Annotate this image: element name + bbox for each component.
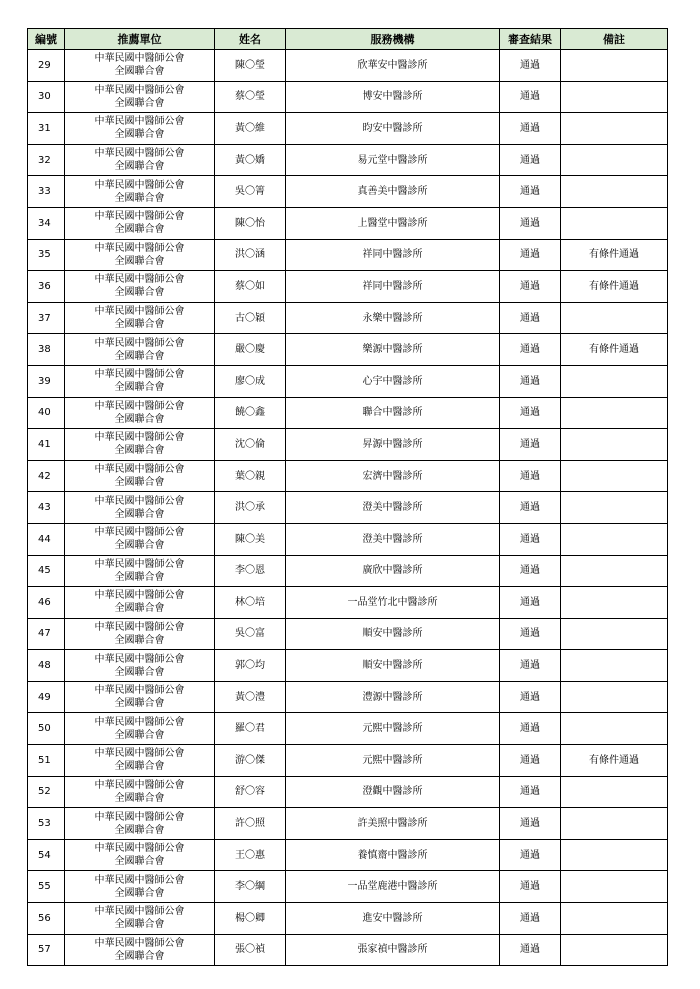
table-row: [28, 50, 668, 82]
review-result: 通過: [500, 681, 561, 713]
institution-name: 元熙中醫診所: [286, 745, 500, 777]
review-result: 通過: [500, 271, 561, 303]
recommending-unit: [65, 808, 215, 840]
unit-line-2: 全國聯合會: [114, 255, 165, 267]
unit-line-2: 全國聯合會: [114, 350, 165, 362]
unit-line-2: 全國聯合會: [114, 856, 165, 868]
person-name: 陳〇怡: [215, 207, 286, 239]
unit-line-1: 中華民國中醫師公會: [94, 811, 185, 823]
person-name: 許〇照: [215, 808, 286, 840]
header-institution: 服務機構: [286, 29, 500, 50]
person-name: 蔡〇如: [215, 271, 286, 303]
institution-name: 宏濟中醫診所: [286, 460, 500, 492]
row-number: 53: [28, 808, 65, 840]
table-row: [28, 492, 668, 524]
institution-name: 澄美中醫診所: [286, 492, 500, 524]
remarks: [561, 839, 668, 871]
institution-name: 一品堂竹北中醫診所: [286, 587, 500, 619]
review-result: 通過: [500, 587, 561, 619]
header-row: [28, 29, 668, 50]
table-row: [28, 239, 668, 271]
unit-line-2: 全國聯合會: [114, 824, 165, 836]
remarks: [561, 871, 668, 903]
institution-name: 順安中醫診所: [286, 650, 500, 682]
review-result: 通過: [500, 239, 561, 271]
recommending-unit: [65, 365, 215, 397]
unit-line-1: 中華民國中醫師公會: [94, 432, 185, 444]
table-row: [28, 397, 668, 429]
unit-line-2: 全國聯合會: [114, 97, 165, 109]
table-row: [28, 334, 668, 366]
institution-name: 澄觀中醫診所: [286, 776, 500, 808]
table-row: [28, 681, 668, 713]
row-number: 52: [28, 776, 65, 808]
institution-name: 上醫堂中醫診所: [286, 207, 500, 239]
unit-line-1: 中華民國中醫師公會: [94, 558, 185, 570]
header-number: 編號: [28, 29, 65, 50]
person-name: 嚴〇慶: [215, 334, 286, 366]
remarks: [561, 776, 668, 808]
remarks: [561, 618, 668, 650]
person-name: 洪〇涵: [215, 239, 286, 271]
recommending-unit: [65, 271, 215, 303]
row-number: 34: [28, 207, 65, 239]
table-row: [28, 903, 668, 935]
institution-name: 昀安中醫診所: [286, 113, 500, 145]
unit-line-2: 全國聯合會: [114, 634, 165, 646]
institution-name: 順安中醫診所: [286, 618, 500, 650]
table-body: [28, 50, 668, 966]
row-number: 55: [28, 871, 65, 903]
person-name: 吳〇箐: [215, 176, 286, 208]
row-number: 46: [28, 587, 65, 619]
institution-name: 澄美中醫診所: [286, 523, 500, 555]
unit-line-2: 全國聯合會: [114, 887, 165, 899]
remarks: [561, 903, 668, 935]
remarks: 有條件通過: [561, 745, 668, 777]
unit-line-2: 全國聯合會: [114, 729, 165, 741]
unit-line-2: 全國聯合會: [114, 698, 165, 710]
institution-name: 澧源中醫診所: [286, 681, 500, 713]
review-result: 通過: [500, 934, 561, 966]
remarks: [561, 207, 668, 239]
person-name: 黃〇維: [215, 113, 286, 145]
recommending-unit: [65, 397, 215, 429]
unit-line-1: 中華民國中醫師公會: [94, 400, 185, 412]
row-number: 50: [28, 713, 65, 745]
recommending-unit: [65, 113, 215, 145]
person-name: 張〇禎: [215, 934, 286, 966]
remarks: [561, 176, 668, 208]
unit-line-1: 中華民國中醫師公會: [94, 874, 185, 886]
review-result: 通過: [500, 460, 561, 492]
row-number: 38: [28, 334, 65, 366]
remarks: [561, 50, 668, 82]
institution-name: 樂源中醫診所: [286, 334, 500, 366]
row-number: 57: [28, 934, 65, 966]
unit-line-2: 全國聯合會: [114, 477, 165, 489]
unit-line-2: 全國聯合會: [114, 919, 165, 931]
recommending-unit: [65, 81, 215, 113]
unit-line-2: 全國聯合會: [114, 603, 165, 615]
review-result: 通過: [500, 207, 561, 239]
review-result: 通過: [500, 871, 561, 903]
remarks: 有條件通過: [561, 334, 668, 366]
review-result: 通過: [500, 50, 561, 82]
person-name: 羅〇君: [215, 713, 286, 745]
institution-name: 聯合中醫診所: [286, 397, 500, 429]
institution-name: 博安中醫診所: [286, 81, 500, 113]
remarks: [561, 713, 668, 745]
unit-line-1: 中華民國中醫師公會: [94, 495, 185, 507]
review-result: 通過: [500, 144, 561, 176]
unit-line-1: 中華民國中醫師公會: [94, 716, 185, 728]
unit-line-1: 中華民國中醫師公會: [94, 748, 185, 760]
person-name: 李〇恩: [215, 555, 286, 587]
row-number: 40: [28, 397, 65, 429]
table-row: [28, 713, 668, 745]
review-result: 通過: [500, 397, 561, 429]
row-number: 49: [28, 681, 65, 713]
row-number: 56: [28, 903, 65, 935]
unit-line-1: 中華民國中醫師公會: [94, 937, 185, 949]
institution-name: 張家禎中醫診所: [286, 934, 500, 966]
remarks: [561, 365, 668, 397]
row-number: 35: [28, 239, 65, 271]
table-row: [28, 144, 668, 176]
table-row: [28, 934, 668, 966]
unit-line-1: 中華民國中醫師公會: [94, 779, 185, 791]
row-number: 29: [28, 50, 65, 82]
institution-name: 昇源中醫診所: [286, 429, 500, 461]
row-number: 45: [28, 555, 65, 587]
row-number: 33: [28, 176, 65, 208]
table-row: [28, 587, 668, 619]
header-remarks: 備註: [561, 29, 668, 50]
review-result: 通過: [500, 523, 561, 555]
row-number: 42: [28, 460, 65, 492]
table-row: [28, 871, 668, 903]
review-result: 通過: [500, 713, 561, 745]
remarks: [561, 808, 668, 840]
table-row: [28, 650, 668, 682]
person-name: 蔡〇瑩: [215, 81, 286, 113]
unit-line-1: 中華民國中醫師公會: [94, 685, 185, 697]
person-name: 黃〇澧: [215, 681, 286, 713]
institution-name: 祥同中醫診所: [286, 239, 500, 271]
table-row: [28, 460, 668, 492]
review-result: 通過: [500, 745, 561, 777]
unit-line-1: 中華民國中醫師公會: [94, 590, 185, 602]
row-number: 43: [28, 492, 65, 524]
unit-line-1: 中華民國中醫師公會: [94, 621, 185, 633]
table-row: [28, 365, 668, 397]
row-number: 31: [28, 113, 65, 145]
table-row: [28, 113, 668, 145]
review-results-table: [27, 28, 668, 966]
unit-line-1: 中華民國中醫師公會: [94, 84, 185, 96]
remarks: [561, 523, 668, 555]
unit-line-1: 中華民國中醫師公會: [94, 148, 185, 160]
row-number: 47: [28, 618, 65, 650]
recommending-unit: [65, 460, 215, 492]
table-row: [28, 839, 668, 871]
row-number: 30: [28, 81, 65, 113]
recommending-unit: [65, 207, 215, 239]
review-result: 通過: [500, 808, 561, 840]
review-result: 通過: [500, 650, 561, 682]
unit-line-1: 中華民國中醫師公會: [94, 116, 185, 128]
review-result: 通過: [500, 113, 561, 145]
recommending-unit: [65, 334, 215, 366]
remarks: [561, 144, 668, 176]
row-number: 32: [28, 144, 65, 176]
remarks: [561, 81, 668, 113]
remarks: 有條件通過: [561, 239, 668, 271]
person-name: 陳〇瑩: [215, 50, 286, 82]
unit-line-2: 全國聯合會: [114, 129, 165, 141]
recommending-unit: [65, 492, 215, 524]
review-result: 通過: [500, 176, 561, 208]
row-number: 54: [28, 839, 65, 871]
table-row: [28, 81, 668, 113]
remarks: [561, 555, 668, 587]
institution-name: 欣華安中醫診所: [286, 50, 500, 82]
review-result: 通過: [500, 555, 561, 587]
review-result: 通過: [500, 618, 561, 650]
recommending-unit: [65, 871, 215, 903]
institution-name: 養慎齋中醫診所: [286, 839, 500, 871]
table-row: [28, 808, 668, 840]
remarks: [561, 302, 668, 334]
person-name: 林〇培: [215, 587, 286, 619]
unit-line-2: 全國聯合會: [114, 508, 165, 520]
table-row: [28, 776, 668, 808]
person-name: 郭〇均: [215, 650, 286, 682]
table-row: [28, 207, 668, 239]
recommending-unit: [65, 745, 215, 777]
unit-line-1: 中華民國中醫師公會: [94, 179, 185, 191]
unit-line-2: 全國聯合會: [114, 413, 165, 425]
remarks: [561, 429, 668, 461]
row-number: 51: [28, 745, 65, 777]
recommending-unit: [65, 239, 215, 271]
unit-line-2: 全國聯合會: [114, 382, 165, 394]
recommending-unit: [65, 681, 215, 713]
review-result: 通過: [500, 776, 561, 808]
review-result: 通過: [500, 839, 561, 871]
unit-line-2: 全國聯合會: [114, 666, 165, 678]
recommending-unit: [65, 903, 215, 935]
review-result: 通過: [500, 429, 561, 461]
unit-line-1: 中華民國中醫師公會: [94, 906, 185, 918]
person-name: 王〇惠: [215, 839, 286, 871]
table-row: [28, 271, 668, 303]
row-number: 37: [28, 302, 65, 334]
header-recommending-unit: 推薦單位: [65, 29, 215, 50]
person-name: 陳〇美: [215, 523, 286, 555]
person-name: 楊〇卿: [215, 903, 286, 935]
unit-line-2: 全國聯合會: [114, 761, 165, 773]
recommending-unit: [65, 713, 215, 745]
row-number: 44: [28, 523, 65, 555]
unit-line-2: 全國聯合會: [114, 571, 165, 583]
table-row: [28, 745, 668, 777]
unit-line-1: 中華民國中醫師公會: [94, 464, 185, 476]
person-name: 葉〇親: [215, 460, 286, 492]
table-row: [28, 618, 668, 650]
table-row: [28, 429, 668, 461]
unit-line-1: 中華民國中醫師公會: [94, 306, 185, 318]
person-name: 古〇穎: [215, 302, 286, 334]
unit-line-2: 全國聯合會: [114, 950, 165, 962]
institution-name: 廣欣中醫診所: [286, 555, 500, 587]
institution-name: 進安中醫診所: [286, 903, 500, 935]
table-row: [28, 176, 668, 208]
person-name: 饒〇鑫: [215, 397, 286, 429]
remarks: [561, 681, 668, 713]
review-result: 通過: [500, 492, 561, 524]
institution-name: 易元堂中醫診所: [286, 144, 500, 176]
unit-line-2: 全國聯合會: [114, 287, 165, 299]
review-result: 通過: [500, 81, 561, 113]
remarks: [561, 492, 668, 524]
recommending-unit: [65, 618, 215, 650]
recommending-unit: [65, 934, 215, 966]
remarks: [561, 113, 668, 145]
recommending-unit: [65, 144, 215, 176]
recommending-unit: [65, 839, 215, 871]
table-row: [28, 302, 668, 334]
header-review-result: 審查結果: [500, 29, 561, 50]
recommending-unit: [65, 776, 215, 808]
unit-line-2: 全國聯合會: [114, 792, 165, 804]
review-result: 通過: [500, 302, 561, 334]
recommending-unit: [65, 587, 215, 619]
recommending-unit: [65, 555, 215, 587]
unit-line-1: 中華民國中醫師公會: [94, 211, 185, 223]
unit-line-2: 全國聯合會: [114, 66, 165, 78]
unit-line-1: 中華民國中醫師公會: [94, 369, 185, 381]
review-result: 通過: [500, 903, 561, 935]
remarks: [561, 587, 668, 619]
recommending-unit: [65, 176, 215, 208]
unit-line-2: 全國聯合會: [114, 319, 165, 331]
recommending-unit: [65, 650, 215, 682]
unit-line-1: 中華民國中醫師公會: [94, 527, 185, 539]
review-result: 通過: [500, 334, 561, 366]
table-row: [28, 523, 668, 555]
unit-line-2: 全國聯合會: [114, 192, 165, 204]
unit-line-2: 全國聯合會: [114, 161, 165, 173]
person-name: 舒〇容: [215, 776, 286, 808]
person-name: 游〇傑: [215, 745, 286, 777]
institution-name: 永樂中醫診所: [286, 302, 500, 334]
table-row: [28, 555, 668, 587]
person-name: 沈〇倫: [215, 429, 286, 461]
recommending-unit: [65, 50, 215, 82]
institution-name: 祥同中醫診所: [286, 271, 500, 303]
unit-line-2: 全國聯合會: [114, 540, 165, 552]
institution-name: 真善美中醫診所: [286, 176, 500, 208]
recommending-unit: [65, 429, 215, 461]
person-name: 廖〇成: [215, 365, 286, 397]
remarks: [561, 934, 668, 966]
review-result: 通過: [500, 365, 561, 397]
recommending-unit: [65, 523, 215, 555]
unit-line-1: 中華民國中醫師公會: [94, 653, 185, 665]
remarks: [561, 397, 668, 429]
header-name: 姓名: [215, 29, 286, 50]
row-number: 39: [28, 365, 65, 397]
remarks: [561, 650, 668, 682]
person-name: 李〇綱: [215, 871, 286, 903]
institution-name: 一品堂鹿港中醫診所: [286, 871, 500, 903]
row-number: 36: [28, 271, 65, 303]
institution-name: 許美照中醫診所: [286, 808, 500, 840]
remarks: 有條件通過: [561, 271, 668, 303]
person-name: 黃〇嬌: [215, 144, 286, 176]
unit-line-1: 中華民國中醫師公會: [94, 53, 185, 65]
institution-name: 心宇中醫診所: [286, 365, 500, 397]
unit-line-2: 全國聯合會: [114, 224, 165, 236]
person-name: 洪〇承: [215, 492, 286, 524]
unit-line-1: 中華民國中醫師公會: [94, 274, 185, 286]
recommending-unit: [65, 302, 215, 334]
unit-line-1: 中華民國中醫師公會: [94, 843, 185, 855]
unit-line-1: 中華民國中醫師公會: [94, 337, 185, 349]
remarks: [561, 460, 668, 492]
unit-line-2: 全國聯合會: [114, 445, 165, 457]
person-name: 吳〇富: [215, 618, 286, 650]
row-number: 48: [28, 650, 65, 682]
unit-line-1: 中華民國中醫師公會: [94, 242, 185, 254]
institution-name: 元熙中醫診所: [286, 713, 500, 745]
row-number: 41: [28, 429, 65, 461]
